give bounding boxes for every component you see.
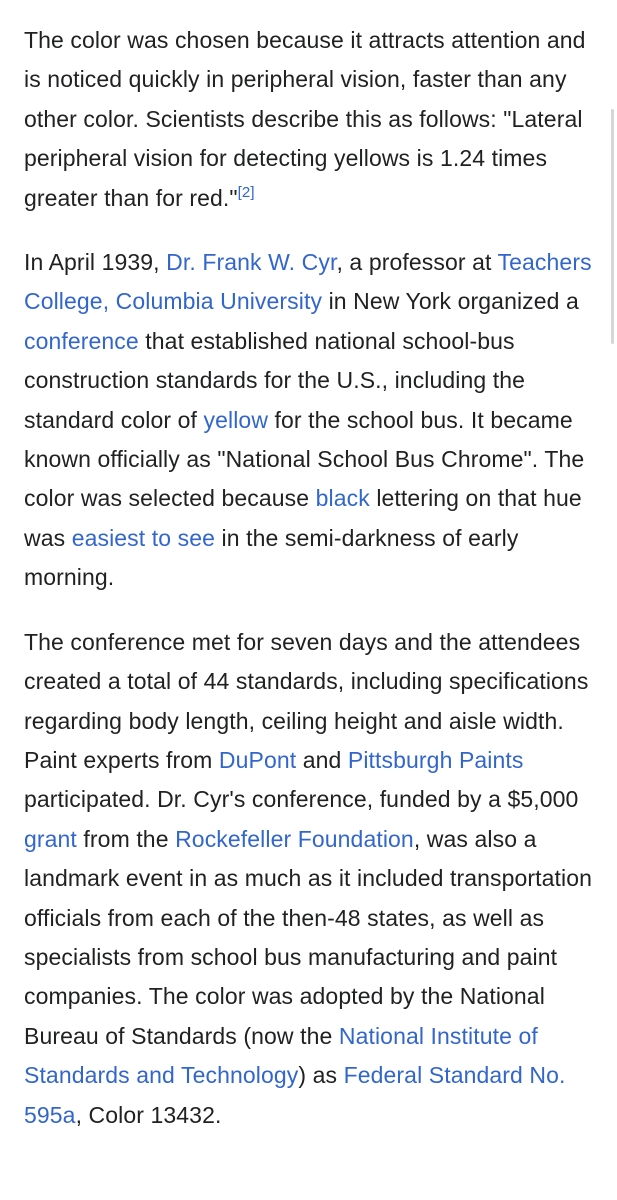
text-segment: The color was chosen because it attracts attention and is noticed quickly in peripheral vision, faster than any other color. Scientists describe this as follows: "Lateral peripheral vision for detecting yellows is 1.24 times greater than for red."	[24, 27, 586, 211]
text-segment: in the semi-darkness of early morning.	[24, 524, 519, 591]
paragraph-1939-conference	[24, 243, 599, 598]
text-segment: In April 1939,	[24, 249, 167, 276]
text-segment: that established national school-bus construction standards for the U.S., including the standard color of	[24, 327, 526, 433]
scrollbar-thumb[interactable]	[611, 109, 614, 344]
citation-sup	[238, 184, 255, 201]
link-conference[interactable]: conference	[24, 327, 139, 354]
text-segment: , Color 13432.	[75, 1101, 222, 1128]
link-black[interactable]: black	[315, 485, 370, 512]
text-segment: in New York organized a	[322, 288, 579, 315]
text-segment: from the	[76, 825, 176, 852]
citation-link-2[interactable]: [2]	[237, 183, 255, 201]
text-segment: lettering on that hue was	[24, 485, 582, 551]
text-segment: The conference met for seven days and the attendees created a total of 44 standards, including specifications regarding body length, ceiling height and aisle width. Paint experts from	[24, 628, 589, 773]
link-dupont[interactable]: DuPont	[218, 746, 297, 773]
text-segment: for the school bus. It became known officially as "National School Bus Chrome". The color was selected because	[24, 406, 585, 512]
link-nist[interactable]: National Institute of Standards and Technology	[24, 1022, 538, 1089]
text-segment: , a professor at	[336, 249, 498, 276]
link-easiest-to-see[interactable]: easiest to see	[71, 524, 216, 551]
text-segment: , was also a landmark event in as much as it included transportation officials from each of the then-48 states, as well as specialists from school bus manufacturing and paint companies. The color was adopted by the National Bureau of Standards (now the	[24, 825, 593, 1049]
text-segment: and	[296, 746, 348, 773]
link-pittsburgh-paints[interactable]: Pittsburgh Paints	[347, 746, 524, 773]
link-yellow[interactable]: yellow	[203, 406, 269, 433]
link-rockefeller-foundation[interactable]: Rockefeller Foundation	[175, 825, 414, 852]
article-body	[24, 21, 599, 1160]
link-frank-cyr[interactable]: Dr. Frank W. Cyr	[166, 249, 337, 276]
link-grant[interactable]: grant	[24, 825, 77, 852]
link-teachers-college[interactable]: Teachers College, Columbia University	[24, 249, 592, 315]
link-federal-standard-595a[interactable]: Federal Standard No. 595a	[24, 1062, 566, 1128]
paragraph-color-choice	[24, 21, 599, 218]
text-segment: participated. Dr. Cyr's conference, funded by a $5,000	[24, 786, 579, 813]
paragraph-standards	[24, 623, 599, 1135]
text-segment: ) as	[298, 1062, 344, 1089]
